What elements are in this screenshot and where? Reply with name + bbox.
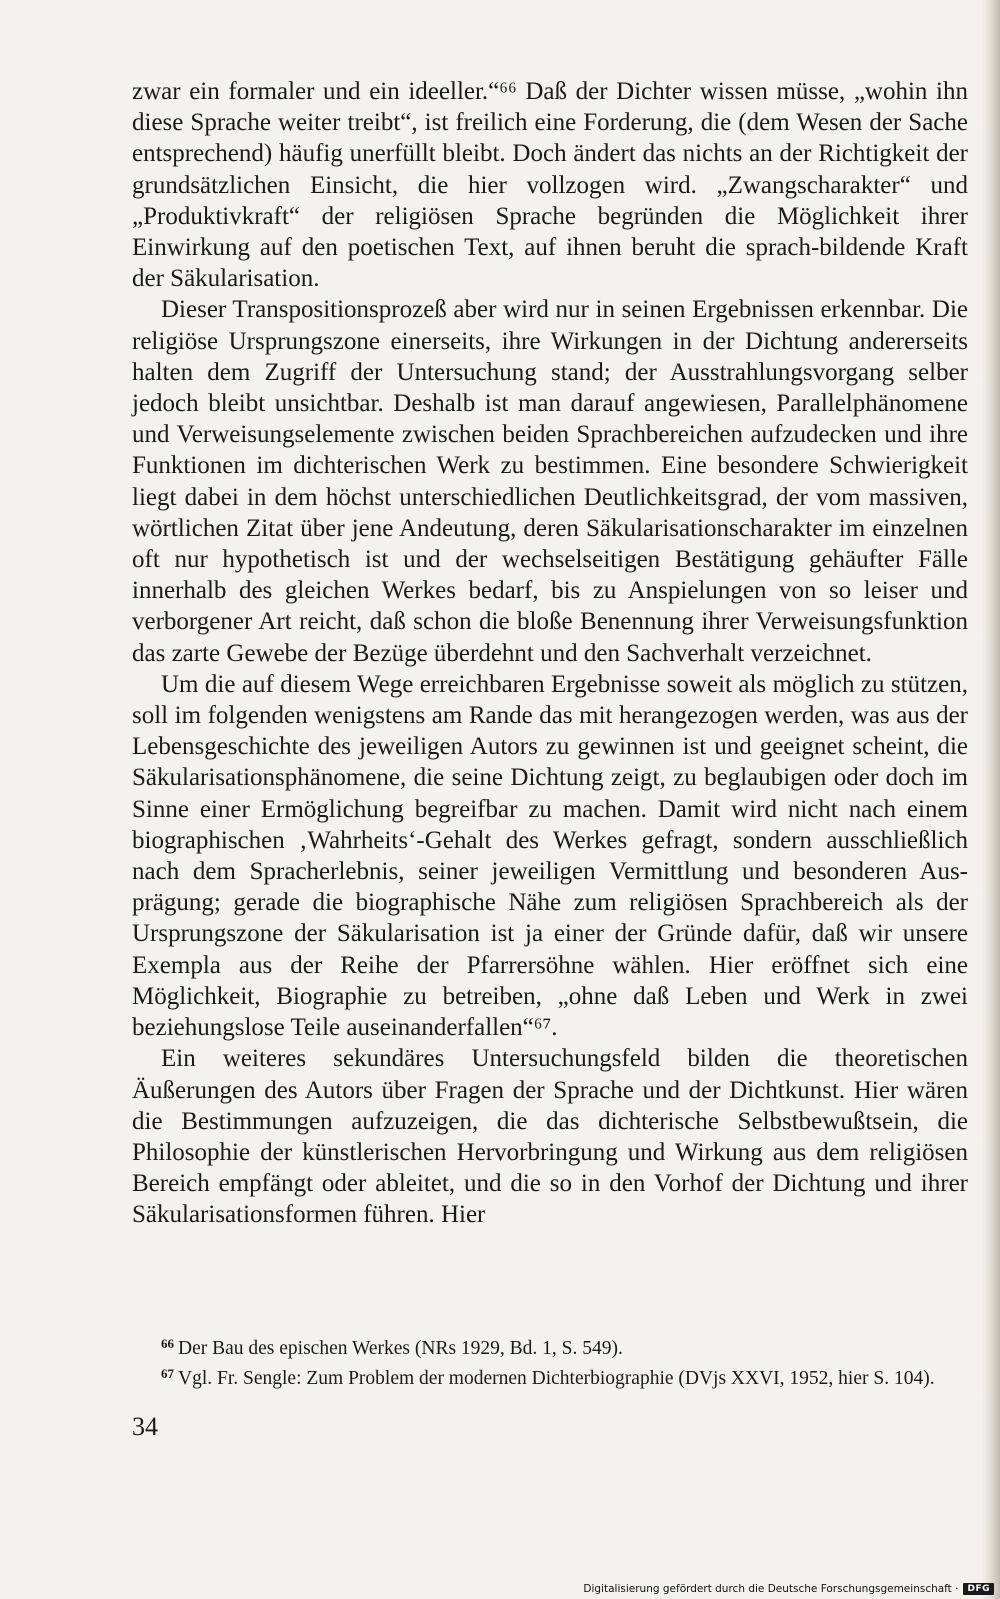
main-text [132, 76, 968, 1231]
footnote-number: 66 [161, 1336, 174, 1351]
digitization-credit [583, 1583, 994, 1595]
paragraph-1: zwar ein formaler und ein ideeller.“⁶⁶ Daß der Dichter wissen müsse, „wohin ihn diese Sprache weiter treibt“, ist freilich eine Forderung, die (dem Wesen der Sache entsprechend) häufig unerfüllt bleibt. Doch ändert das nichts an der Richtigkeit der grundsätzlichen Einsicht, die hier vollzogen wird. „Zwangscharakter“ und „Produktivkraft“ der religiösen Sprache begründen die Möglichkeit ihrer Einwirkung auf den poetischen Text, auf ihnen beruht die sprach-bildende Kraft der Säkularisation. [132, 78, 968, 293]
paragraph-3: Um die auf diesem Wege erreichbaren Ergebnisse soweit als möglich zu stützen, soll im folgenden wenigstens am Rande das mit herangezogen werden, was aus der Lebensgeschichte des jeweiligen Autors zu gewinnen ist und geeignet scheint, die Säkularisationsphänomene, die seine Dichtung zeigt, zu beglaubigen oder doch im Sinne einer Ermöglichung begreifbar zu machen. Damit wird nicht nach einem biographischen ‚Wahrheits‘-Gehalt des Werkes gefragt, sondern ausschließlich nach dem Spracherlebnis, seiner jeweiligen Vermittlung und besonderen Ausprägung; gerade die biographische Nähe zum religiösen Sprachbereich als der Ursprungszone der Säkularisation ist ja einer der Gründe dafür, daß wir unsere Exempla aus der Reihe der Pfarrersöhne wählen. Hier eröffnet sich eine Möglichkeit, Biographie zu betreiben, „ohne daß Leben und Werk in zwei beziehungslose Teile auseinanderfallen“⁶⁷. [132, 670, 968, 1042]
footnote-text: Vgl. Fr. Sengle: Zum Problem der modernen Dichterbiographie (DVjs XXVI, 1952, hier S. 104). [178, 1368, 935, 1389]
paragraph-4: Ein weiteres sekundäres Untersuchungsfeld bilden die theoretischen Äußerungen des Autors über Fragen der Sprache und der Dichtkunst. Hier wären die Bestimmungen aufzuzeigen, die das dichterische Selbstbewußtsein, die Philosophie der künstlerischen Hervorbringung und Wirkung aus dem religiösen Bereich empfängt oder ableitet, und die so in den Vorhof der Dichtung und ihrer Säkularisationsformen führen. Hier [132, 1045, 968, 1229]
dfg-logo: DFG [963, 1583, 994, 1595]
paragraph-2: Dieser Transpositionsprozeß aber wird nur in seinen Ergebnissen erkennbar. Die religiöse Ursprungszone einerseits, ihre Wirkungen in der Dichtung andererseits halten dem Zugriff der Untersuchung stand; der Ausstrahlungsvorgang selber jedoch bleibt unsichtbar. Deshalb ist man darauf angewiesen, Parallelphänomene und Verweisungselemente zwischen beiden Sprachbereichen aufzudecken und ihre Funktionen im dichterischen Werk zu bestimmen. Eine besondere Schwierigkeit liegt dabei in dem höchst unterschiedlichen Deutlichkeitsgrad, der vom massiven, wörtlichen Zitat über jene Andeutung, deren Säkularisationscharakter im einzelnen oft nur hypothetisch ist und der wechselseitigen Bestätigung gehäufter Fälle innerhalb des gleichen Werkes bedarf, bis zu Anspielungen von so leiser und verborgener Art reicht, daß schon die bloße Benennung ihrer Verweisungsfunktion das zarte Gewebe der Bezüge überdehnt und den Sachverhalt verzeichnet. [132, 296, 968, 667]
footnote-number: 67 [161, 1366, 174, 1381]
footnote-66 [132, 1331, 968, 1361]
credit-text: Digitalisierung gefördert durch die Deutsche Forschungsgemeinschaft · [583, 1583, 959, 1595]
page-number: 34 [132, 1412, 158, 1441]
footnotes [132, 1331, 968, 1391]
page-edge-shadow [982, 0, 1000, 1599]
footnote-67 [132, 1361, 968, 1391]
footnote-text: Der Bau des epischen Werkes (NRs 1929, Bd. 1, S. 549). [178, 1338, 623, 1359]
